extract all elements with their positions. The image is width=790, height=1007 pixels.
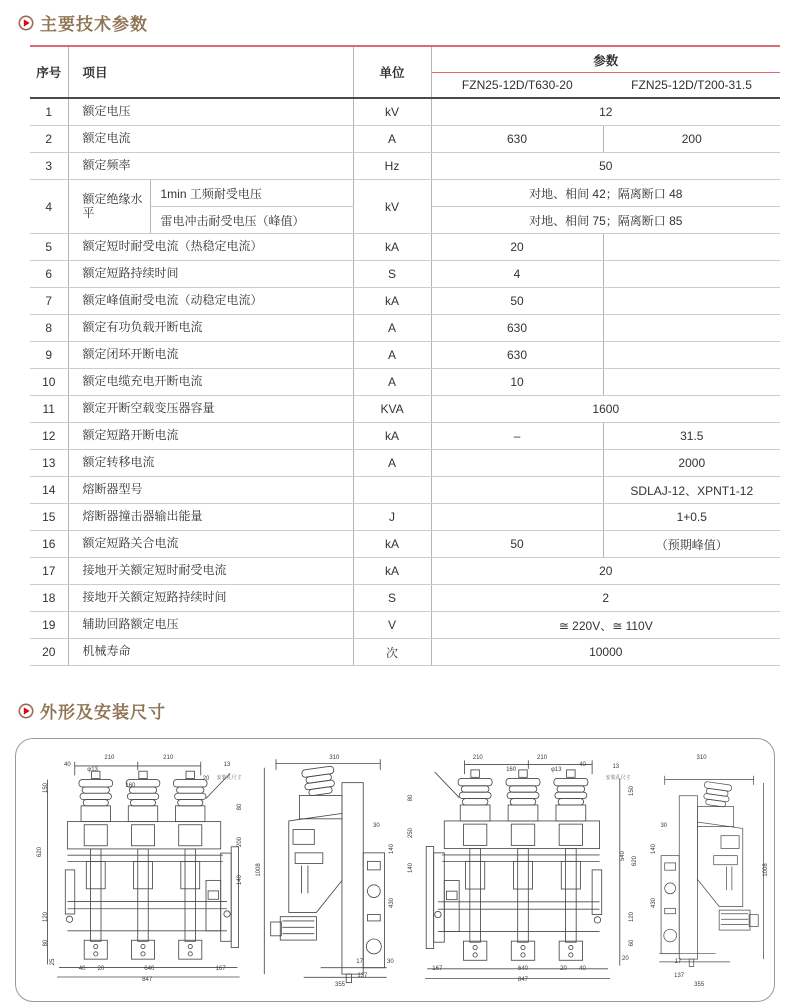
dimension-label: 540 [619,851,626,862]
dimension-label: 210 [537,755,548,761]
header-item: 项目 [68,46,353,98]
table-cell: 额定电流 [68,126,353,153]
table-cell: J [353,504,431,531]
dimension-label: 620 [37,846,44,857]
table-cell: 630 [431,315,603,342]
table-cell: 4 [30,180,68,234]
table-cell: A [353,450,431,477]
header-unit: 单位 [353,46,431,98]
side-view-sketch-mirrored [652,755,770,989]
table-cell: 额定短路开断电流 [68,423,353,450]
table-cell: 50 [431,288,603,315]
table-cell: 11 [30,396,68,423]
dimension-label: 30 [660,822,668,829]
dimension-label: 620 [631,855,638,866]
table-cell: 20 [30,639,68,666]
table-cell: 18 [30,585,68,612]
table-cell: KVA [353,396,431,423]
table-cell: 12 [30,423,68,450]
table-cell: 额定电缆充电开断电流 [68,369,353,396]
dimension-label: 430 [388,898,395,909]
dimension-label: 250 [408,827,415,838]
table-cell: 13 [30,450,68,477]
table-cell: 额定绝缘水平 [68,180,150,234]
table-cell: 1 [30,98,68,126]
dimension-label: 847 [517,977,529,984]
dimension-label: 847 [142,977,153,984]
table-cell: 3 [30,153,68,180]
table-cell: 对地、相间 42；隔离断口 48 [431,180,780,207]
table-cell: 接地开关额定短路持续时间 [68,585,353,612]
spec-table [30,45,780,666]
table-cell: 19 [30,612,68,639]
table-cell: kV [353,180,431,234]
dimension-label: 1008 [763,863,770,877]
table-cell: 雷电冲击耐受电压（峰值） [150,207,353,234]
header-model-2: FZN25-12D/T200-31.5 [603,73,780,99]
dimension-label: 17 [356,958,363,965]
table-cell [603,288,780,315]
table-row [30,126,780,153]
outline-drawing-side-view-left [256,755,396,989]
table-row [30,558,780,585]
table-row [30,98,780,126]
table-cell: A [353,126,431,153]
dimension-label: 30 [373,822,380,829]
table-row [30,612,780,639]
table-cell: 7 [30,288,68,315]
dimension-label: 20 [97,965,105,972]
table-header-row [30,46,780,73]
dimension-label: 30 [387,958,394,965]
table-row [30,153,780,180]
dimension-label: 140 [388,844,395,855]
section-title: 主要技术参数 [40,15,148,34]
table-row [30,342,780,369]
table-row [30,180,780,207]
spec-table-body [30,98,780,666]
table-row [30,450,780,477]
dimension-label: 210 [163,755,174,761]
table-cell [603,261,780,288]
table-cell: 辅助回路额定电压 [68,612,353,639]
dimension-label: 200 [236,837,243,848]
table-cell: 熔断器型号 [68,477,353,504]
table-cell: 630 [431,126,603,153]
table-cell: A [353,342,431,369]
dimension-label: 安装孔尺寸 [216,775,242,782]
table-cell: kA [353,234,431,261]
dimension-label: 13 [223,762,231,769]
table-cell: 额定短路持续时间 [68,261,353,288]
table-cell: 15 [30,504,68,531]
table-row [30,261,780,288]
play-circle-icon [18,15,34,31]
dimension-label: 40 [579,965,586,972]
table-cell: ≅ 220V、≅ 110V [431,612,780,639]
table-row [30,477,780,504]
table-row [30,234,780,261]
play-circle-icon [18,703,34,719]
dimension-label: 17 [674,958,682,965]
dimension-label: 120 [43,912,50,923]
dimension-label: φ13 [551,766,562,773]
dimension-label: 355 [694,981,705,988]
table-cell: 17 [30,558,68,585]
table-cell: 2 [431,585,780,612]
table-cell: 14 [30,477,68,504]
dimension-label: 150 [629,785,636,796]
table-cell: Hz [353,153,431,180]
table-row [30,504,780,531]
table-cell: 1+0.5 [603,504,780,531]
table-cell: S [353,261,431,288]
table-cell: 10 [431,369,603,396]
section-main-parameters [18,10,148,35]
table-cell: 200 [603,126,780,153]
table-cell: – [431,423,603,450]
dimension-label: 1008 [255,863,262,877]
table-cell [431,504,603,531]
front-view-sketch [38,755,248,989]
table-cell: 4 [431,261,603,288]
table-cell: 16 [30,531,68,558]
table-cell: kV [353,98,431,126]
dimension-label: 210 [472,755,483,761]
dimension-label: 60 [629,939,636,947]
table-cell [603,315,780,342]
table-cell: 熔断器撞击器输出能量 [68,504,353,531]
table-cell: 5 [30,234,68,261]
table-cell: 1600 [431,396,780,423]
table-cell: 额定频率 [68,153,353,180]
table-cell: 额定转移电流 [68,450,353,477]
table-cell: 630 [431,342,603,369]
table-cell: 1min 工频耐受电压 [150,180,353,207]
dimension-label: 40 [64,762,71,769]
table-row [30,585,780,612]
table-cell: kA [353,423,431,450]
dimension-label: 160 [125,783,136,790]
dimension-label: 355 [334,981,346,988]
outline-drawings-panel [15,738,775,1002]
dimension-label: 430 [651,898,658,909]
dimension-label: 640 [144,965,155,972]
dimension-label: 120 [629,912,636,923]
front-view-sketch-mirrored [404,755,642,989]
table-cell [353,477,431,504]
dimension-label: 13 [612,764,620,771]
dimension-label: 167 [432,965,443,972]
section-outline-dimensions [18,698,166,723]
table-cell: kA [353,531,431,558]
dimension-label: 137 [357,972,368,979]
table-cell: kA [353,558,431,585]
table-cell [431,477,603,504]
dimension-label: 137 [674,972,685,979]
table-cell: 10000 [431,639,780,666]
table-cell: 12 [431,98,780,126]
dimension-label: 20 [621,956,629,963]
table-row [30,396,780,423]
dimension-label: 20 [202,776,210,783]
table-cell: 额定峰值耐受电流（动稳定电流） [68,288,353,315]
table-cell: 额定电压 [68,98,353,126]
dimension-label: 140 [651,844,658,855]
table-cell: 50 [431,531,603,558]
header-model-1: FZN25-12D/T630-20 [431,73,603,99]
dimension-label: 20 [560,965,567,972]
table-cell: 10 [30,369,68,396]
table-cell: 20 [431,234,603,261]
outline-drawing-front-view-left [38,755,248,989]
dimension-label: 40 [579,762,586,769]
table-cell: 额定闭环开断电流 [68,342,353,369]
dimension-label: 安装孔尺寸 [605,775,631,782]
section-title: 外形及安装尺寸 [40,703,166,722]
table-cell: A [353,315,431,342]
table-row [30,369,780,396]
dimension-label: 167 [215,965,226,972]
table-cell: S [353,585,431,612]
table-cell: 50 [431,153,780,180]
table-cell: 6 [30,261,68,288]
table-cell: 机械寿命 [68,639,353,666]
table-cell: kA [353,288,431,315]
table-cell: A [353,369,431,396]
dimension-label: 640 [517,965,529,972]
table-cell [603,342,780,369]
side-view-sketch [256,755,396,989]
table-cell: 8 [30,315,68,342]
table-cell: 20 [431,558,780,585]
dimension-label: 25 [49,958,56,965]
table-cell: 2000 [603,450,780,477]
table-cell: （预期峰值） [603,531,780,558]
table-cell [603,234,780,261]
table-row [30,288,780,315]
table-cell: 额定短时耐受电流（热稳定电流） [68,234,353,261]
dimension-label: 80 [43,939,50,947]
outline-drawing-side-view-right [652,755,770,989]
dimension-label: 40 [78,965,86,972]
table-cell: 对地、相间 75；隔离断口 85 [431,207,780,234]
dimension-label: 210 [104,755,115,761]
table-cell: 9 [30,342,68,369]
outline-drawing-front-view-right [404,755,642,989]
spec-table-wrap [30,45,780,666]
dimension-label: 310 [329,755,340,761]
dimension-label: 80 [408,794,415,802]
table-cell: 额定开断空载变压器容量 [68,396,353,423]
dimension-label: 310 [696,755,707,761]
dimension-label: 160 [506,766,517,773]
dimension-label: 140 [236,874,243,885]
header-no: 序号 [30,46,68,98]
table-cell: 2 [30,126,68,153]
header-param: 参数 [431,46,780,73]
table-cell: SDLAJ-12、XPNT1-12 [603,477,780,504]
table-cell: 次 [353,639,431,666]
table-cell: V [353,612,431,639]
dimension-label: 140 [408,862,415,873]
table-cell [431,450,603,477]
table-cell: 接地开关额定短时耐受电流 [68,558,353,585]
table-cell [603,369,780,396]
table-row [30,423,780,450]
dimension-label: φ13 [87,766,98,773]
table-cell: 额定有功负载开断电流 [68,315,353,342]
table-row [30,315,780,342]
table-row [30,531,780,558]
dimension-label: 150 [43,783,50,794]
table-row [30,639,780,666]
table-cell: 额定短路关合电流 [68,531,353,558]
dimension-label: 80 [236,803,243,811]
table-cell: 31.5 [603,423,780,450]
